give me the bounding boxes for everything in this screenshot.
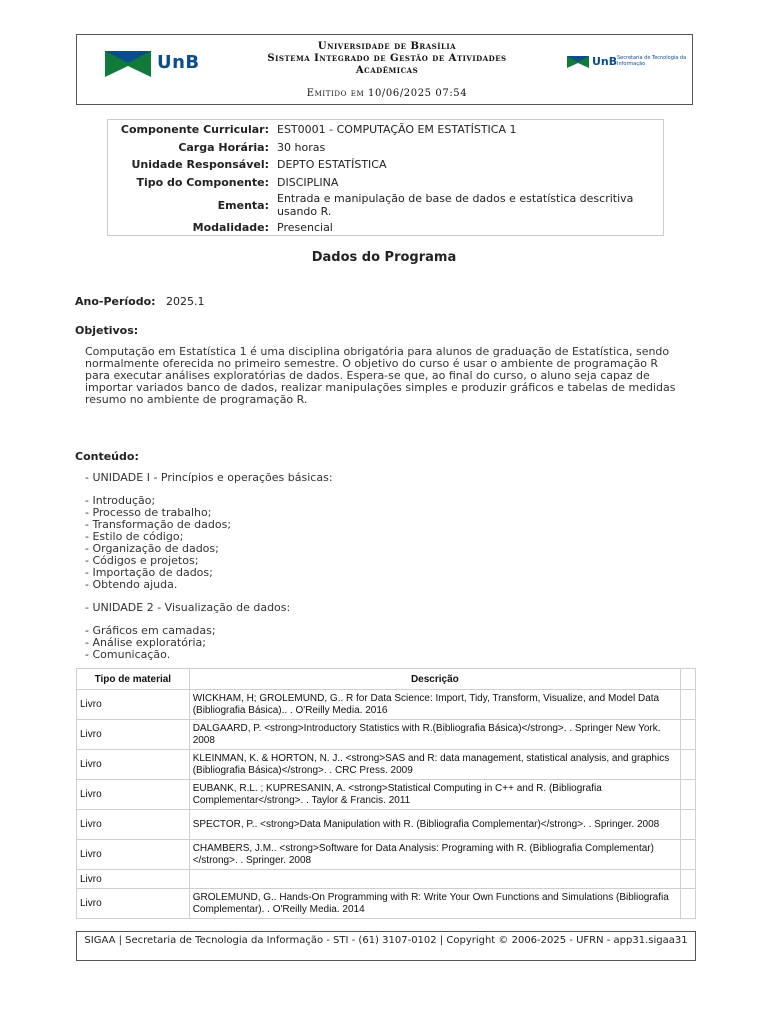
cell-tipo: Livro xyxy=(77,780,190,810)
unb-emblem-icon xyxy=(105,51,151,77)
section-title: Dados do Programa xyxy=(311,250,457,265)
sti-logo-subtitle: Secretaria de Tecnologia da Informação xyxy=(617,55,687,67)
table-row xyxy=(77,690,696,720)
unidade-heading: - UNIDADE 2 - Visualização de dados: xyxy=(85,601,291,614)
cell-tipo: Livro xyxy=(77,840,190,870)
component-info-box xyxy=(107,119,664,236)
cell-tipo: Livro xyxy=(77,889,190,919)
cell-descricao: SPECTOR, P.. <strong>Data Manipulation with R. (Bibliografia Complementar)</strong>. . Springer. 2008 xyxy=(189,810,680,840)
info-value: EST0001 - COMPUTAÇÃO EM ESTATÍSTICA 1 xyxy=(277,123,517,136)
issued-date: Emitido em 10/06/2025 07:54 xyxy=(306,88,468,99)
sti-logo xyxy=(567,55,687,73)
system-name-line1: Sistema Integrado de Gestão de Atividades xyxy=(267,53,507,64)
column-header-tipo: Tipo de material xyxy=(77,669,190,690)
table-row xyxy=(77,840,696,870)
list-item: - Estilo de código; xyxy=(85,530,184,543)
conteudo-label: Conteúdo: xyxy=(75,450,139,463)
cell-empty xyxy=(681,889,696,919)
cell-tipo: Livro xyxy=(77,870,190,889)
info-label: Componente Curricular: xyxy=(120,123,269,136)
cell-empty xyxy=(681,810,696,840)
table-row xyxy=(77,889,696,919)
document-header xyxy=(76,34,693,105)
cell-empty xyxy=(681,870,696,889)
table-row xyxy=(77,720,696,750)
ano-periodo-label: Ano-Período: xyxy=(75,295,156,308)
cell-empty xyxy=(681,690,696,720)
cell-descricao: DALGAARD, P. <strong>Introductory Statistics with R.(Bibliografia Básica)</strong>. . Springer New York. 2008 xyxy=(189,720,680,750)
page-footer: SIGAA | Secretaria de Tecnologia da Informação - STI - (61) 3107-0102 | Copyright © 2006-2025 - UFRN - app31.sigaa31 xyxy=(76,931,696,961)
info-label: Modalidade: xyxy=(192,221,269,234)
info-value: Entrada e manipulação de base de dados e estatística descritiva usando R. xyxy=(277,192,634,218)
info-label: Carga Horária: xyxy=(178,141,269,154)
info-label: Unidade Responsável: xyxy=(131,158,269,171)
unb-logo xyxy=(105,51,200,77)
cell-empty xyxy=(681,840,696,870)
list-item: - Processo de trabalho; xyxy=(85,506,212,519)
list-item: - Gráficos em camadas; xyxy=(85,624,216,637)
table-row xyxy=(77,870,696,889)
cell-tipo: Livro xyxy=(77,720,190,750)
cell-descricao: GROLEMUND, G.. Hands-On Programming with R: Write Your Own Functions and Simulations (Bibliografia Complementar). . O'Reilly Media. 2014 xyxy=(189,889,680,919)
sti-logo-text: UnB xyxy=(592,55,618,68)
institution-name xyxy=(237,41,537,77)
table-row xyxy=(77,810,696,840)
cell-empty xyxy=(681,720,696,750)
cell-tipo: Livro xyxy=(77,750,190,780)
cell-tipo: Livro xyxy=(77,810,190,840)
objetivos-text: Computação em Estatística 1 é uma disciplina obrigatória para alunos de graduação de Estatística, sendo normalmente oferecida no primeiro semestre. O objetivo do curso é usar o ambiente de programação R para executar análises exploratórias de dados. Espera-se que, ao final do curso, o aluno seja capaz de importar variados banco de dados, realizar manipulações simples e produzir gráficos e tabelas de medidas resumo no ambiente de programação R. xyxy=(85,345,676,406)
info-value: Presencial xyxy=(277,221,333,234)
system-name-line2: Acadêmicas xyxy=(355,65,419,76)
list-item: - Análise exploratória; xyxy=(85,636,206,649)
cell-empty xyxy=(681,780,696,810)
list-item: - Comunicação. xyxy=(85,648,171,661)
info-value: 30 horas xyxy=(277,141,326,154)
cell-empty xyxy=(681,750,696,780)
list-item: - Organização de dados; xyxy=(85,542,219,555)
list-item: - Transformação de dados; xyxy=(85,518,232,531)
cell-descricao: EUBANK, R.L. ; KUPRESANIN, A. <strong>Statistical Computing in C++ and R. (Bibliografia Complementar</strong>. . Taylor & Francis. 2011 xyxy=(189,780,680,810)
list-item: - Obtendo ajuda. xyxy=(85,578,178,591)
column-header-empty xyxy=(681,669,696,690)
university-name: Universidade de Brasília xyxy=(317,41,457,52)
objetivos-label: Objetivos: xyxy=(75,324,139,337)
cell-tipo: Livro xyxy=(77,690,190,720)
column-header-descricao: Descrição xyxy=(189,669,680,690)
info-value: DISCIPLINA xyxy=(277,176,339,189)
info-label: Tipo do Componente: xyxy=(136,176,269,189)
conteudo-list xyxy=(85,472,685,661)
unb-logo-text: UnB xyxy=(157,52,200,73)
bibliografia-table xyxy=(76,668,696,919)
cell-descricao: KLEINMAN, K. & HORTON, N. J.. <strong>SAS and R: data management, statistical analysis, and graphics (Bibliografia Básica)</strong>. . CRC Press. 2009 xyxy=(189,750,680,780)
cell-descricao xyxy=(189,870,680,889)
unidade-heading: - UNIDADE I - Princípios e operações básicas: xyxy=(85,471,333,484)
list-item: - Introdução; xyxy=(85,494,156,507)
table-header-row xyxy=(77,669,696,690)
info-label: Ementa: xyxy=(217,199,269,212)
table-row xyxy=(77,780,696,810)
table-row xyxy=(77,750,696,780)
list-item: - Códigos e projetos; xyxy=(85,554,199,567)
list-item: - Importação de dados; xyxy=(85,566,213,579)
info-value: DEPTO ESTATÍSTICA xyxy=(277,158,387,171)
sti-emblem-icon xyxy=(567,56,589,68)
ano-periodo-value: 2025.1 xyxy=(166,295,205,308)
cell-descricao: WICKHAM, H; GROLEMUND, G.. R for Data Science: Import, Tidy, Transform, Visualize, and Model Data (Bibliografia Básica).. . O'Reilly Media. 2016 xyxy=(189,690,680,720)
cell-descricao: CHAMBERS, J.M.. <strong>Software for Data Analysis: Programing with R. (Bibliografia Complementar)</strong>. . Springer. 2008 xyxy=(189,840,680,870)
